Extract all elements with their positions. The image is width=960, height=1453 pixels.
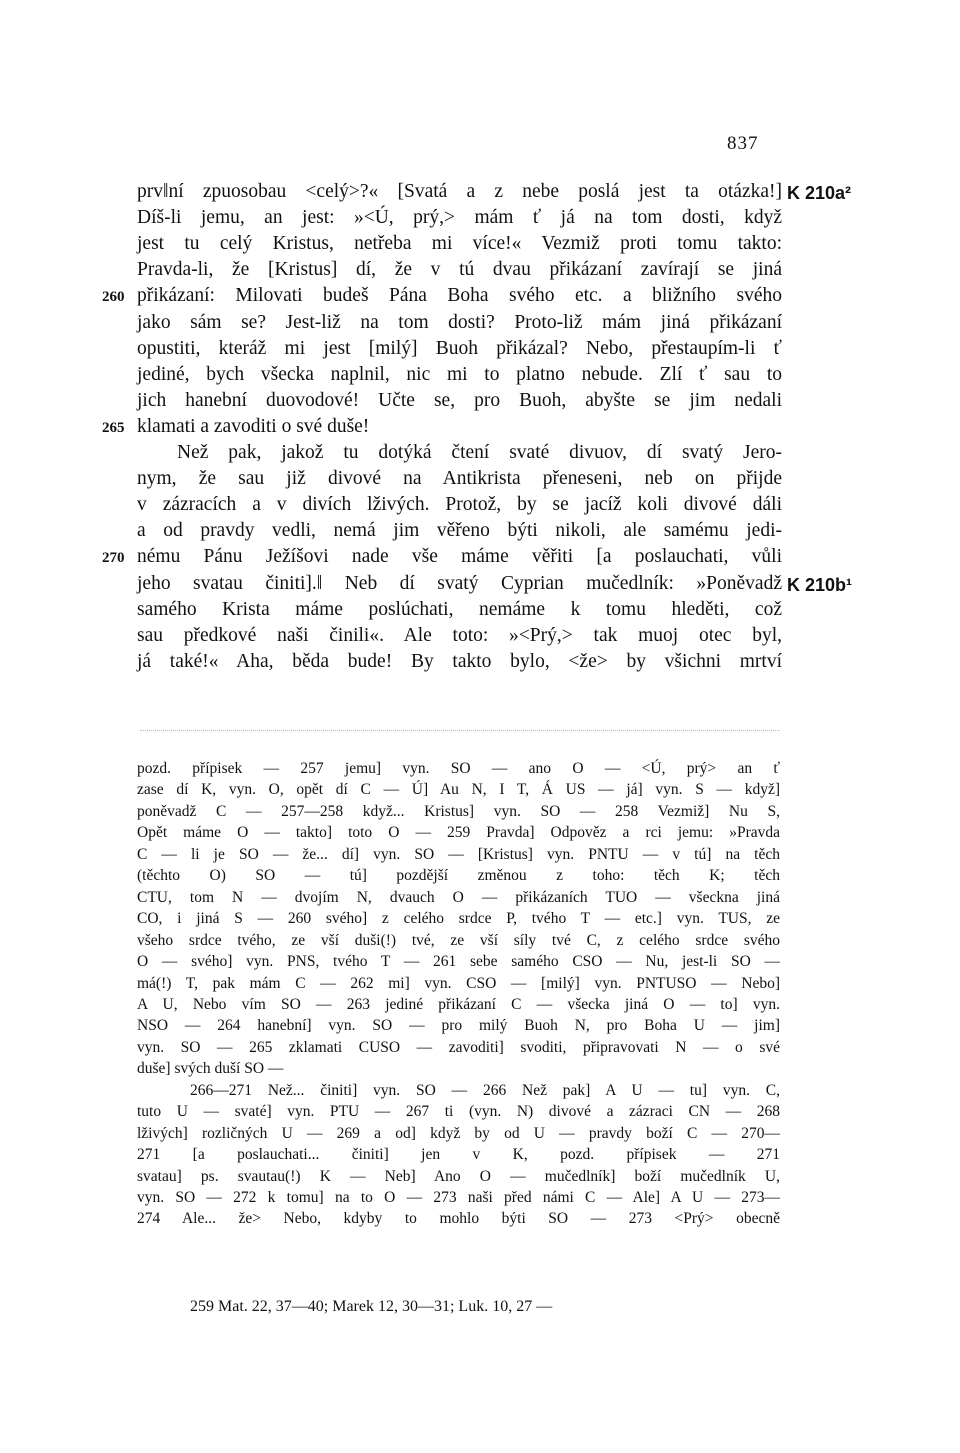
- text-line: Díš-li jemu, an jest: »<Ú, prý,> mám ť já na tom dosti, když: [137, 207, 782, 229]
- page-number: 837: [727, 133, 759, 154]
- footnote-line: A U, Nebo vím SO — 263 jediné přikázaní C — všecka jiná O — to] vyn.: [137, 995, 780, 1013]
- footnote-line: NSO — 264 hanební] vyn. SO — pro milý Buoh N, pro Boha U — jim]: [137, 1017, 780, 1035]
- text-line: klamati a zavoditi o své duše!: [137, 415, 370, 437]
- text-line: nému Pánu Ježíšovi nade vše máme věřiti [a poslauchati, vůli: [137, 546, 782, 568]
- text-line: a od pravdy vedli, nemá jim věřeno býti nikoli, ale samému jedi-: [137, 520, 782, 542]
- footnote-line: lživých] rozličných U — 269 a od] když by od U — pravdy boží C — 270—: [137, 1124, 780, 1142]
- text-line: já také!« Aha, běda bude! By takto bylo, <že> by všichni mrtví: [137, 650, 782, 672]
- footnote-line: O — svého] vyn. PNS, tvého T — 261 sebe samého CSO — Nu, jest-li SO —: [137, 953, 780, 971]
- footnote-line: 271 [a poslauchati... činiti] jen v K, pozd. přípisek — 271: [137, 1146, 780, 1164]
- footnote-line: C — li je SO — že... dí] vyn. SO — [Kristus] vyn. PNTU — v tú] na těch: [137, 845, 780, 863]
- text-line: nym, že sau již divové na Antikrista přeneseni, neb on přijde: [137, 468, 782, 490]
- footnote-line: 274 Ale... že> Nebo, kdyby to mohlo býti SO — 273 <Prý> obecně: [137, 1210, 780, 1228]
- text-line: jest tu celý Kristus, netřeba mi více!« Vezmiž proti tomu takto:: [137, 233, 782, 255]
- footnote-line: Opět máme O — takto] toto O — 259 Pravda] Odpověz a rci jemu: »Pravda: [137, 824, 780, 842]
- line-number: 260: [102, 289, 125, 306]
- footnote-line: zase dí K, vyn. O, opět dí C — Ú] Au N, I T, Á US — já] vyn. S — když]: [137, 781, 780, 799]
- scripture-reference: 259 Mat. 22, 37—40; Marek 12, 30—31; Luk. 10, 27 —: [190, 1298, 553, 1315]
- footnote-line: vyn. SO — 265 zklamati CUSO — zavoditi] svoditi, připravovati N — o své: [137, 1038, 780, 1056]
- text-line: jako sám se? Jest-liž na tom dosti? Proto-liž mám jiná přikázaní: [137, 311, 782, 333]
- text-line: jich hanební duovodové! Učte se, pro Buoh, abyšte se jim nedali: [137, 389, 782, 411]
- text-line: Pravda-li, že [Kristus] dí, že v tú dvau přikázaní zavírají se jiná: [137, 259, 782, 281]
- text-line: sau předkové naši činili«. Ale toto: »<Prý,> tak muoj otec byl,: [137, 624, 782, 646]
- footnote-line: všeho srdce tvého, ze vší duši(!) tvé, ze vší síly tvé C, z celého srdce svého: [137, 931, 780, 949]
- footnote-line: (těchto O) SO — tú] pozdější změnou z toho: těch K; těch: [137, 867, 780, 885]
- footnote-line: CTU, tom N — dvojím N, dvauch O — přikázaních TUO — všeckna jiná: [137, 888, 780, 906]
- text-line: jediné, bych všecka naplnil, nic mi to platno nebude. Zlí ť sau to: [137, 363, 782, 385]
- text-line: v zázracích a v divích lživých. Protož, by se jacíž koli divové dáli: [137, 494, 782, 516]
- text-line: přikázaní: Milovati budeš Pána Boha svého etc. a bližního svého: [137, 285, 782, 307]
- text-line: Než pak, jakož tu dotýká čtení svaté divuov, dí svatý Jero-: [177, 442, 782, 463]
- text-line: jeho svatau činiti].‖ Neb dí svatý Cyprian mučedlník: »Poněvadž: [137, 572, 782, 594]
- footnote-line: duše] svých duší SO —: [137, 1060, 284, 1078]
- footnote-line: svatau] ps. svautau(!) K — Neb] Ano O — mučedlník] boží mučedlník U,: [137, 1167, 780, 1185]
- footnote-line: CO, i jiná S — 260 svého] z celého srdce P, tvého T — etc.] vyn. TUS, ze: [137, 910, 780, 928]
- footnote-line: vyn. SO — 272 k tomu] na to O — 273 naši před námi C — Ale] A U — 273—: [137, 1189, 780, 1206]
- footnote-line: má(!) T, pak mám C — 262 mi] vyn. CSO — [milý] vyn. PNTUSO — Nebo]: [137, 974, 780, 992]
- line-number: 270: [102, 550, 125, 567]
- text-line: prv‖ní zpuosobau <celý>?« [Svatá a z nebe poslá jest ta otázka!]: [137, 181, 782, 202]
- manuscript-folio-ref: K 210a²: [787, 183, 852, 203]
- text-line: samého Krista máme poslúchati, nemáme k tomu hleděti, což: [137, 598, 782, 620]
- footnote-line: poněvadž C — 257—258 když... Kristus] vyn. SO — 258 Vezmiž] Nu S,: [137, 802, 780, 820]
- manuscript-folio-ref: K 210b¹: [787, 574, 853, 595]
- footnote-separator: [140, 730, 780, 731]
- line-number: 265: [102, 419, 125, 436]
- footnote-line: 266—271 Než... činiti] vyn. SO — 266 Než pak] A U — tu] vyn. C,: [190, 1081, 780, 1099]
- footnote-line: tuto U — svaté] vyn. PTU — 267 ti (vyn. N) divové a zázraci CN — 268: [137, 1103, 780, 1121]
- text-line: opustiti, kteráž mi jest [milý] Buoh přikázal? Nebo, přestaupím-li ť: [137, 337, 782, 359]
- footnote-line: pozd. přípisek — 257 jemu] vyn. SO — ano O — <Ú, prý> an ť: [137, 760, 780, 777]
